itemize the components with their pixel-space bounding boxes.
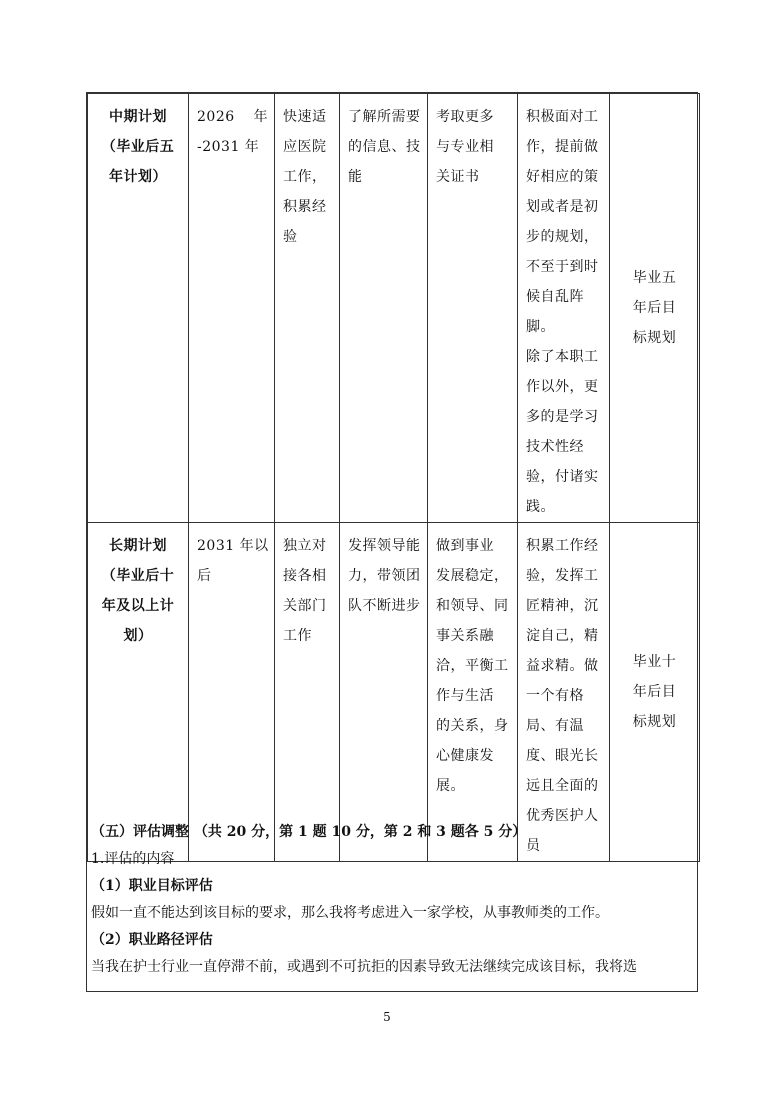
period-line: -2031 年 [197, 139, 260, 155]
cell-line: 工作， [283, 169, 327, 185]
cell-line: 做到事业 [436, 538, 494, 554]
cell-line: 益求精。做 [526, 658, 599, 674]
cell-line: 践。 [526, 499, 555, 515]
period-year: 2026 [197, 109, 235, 125]
cell-line: 积累经 [283, 199, 327, 215]
cell-line: 技术性经 [526, 439, 584, 455]
paragraph: 假如一直不能达到该目标的要求，那么我将考虑进入一家学校，从事教师类的工作。 [91, 905, 609, 921]
cell-line: 除了本职工 [526, 349, 599, 365]
period-line [197, 102, 268, 132]
cell-line: 匠精神，沉 [526, 598, 599, 614]
stage-cell [88, 94, 189, 523]
item-title: 1.评估的内容 [91, 851, 175, 867]
cell-line: 长期计划 [109, 538, 167, 554]
career-plan-table [87, 93, 700, 862]
cell-line: 工作 [283, 628, 312, 644]
cell-line: 与专业相 [436, 139, 494, 155]
cell-line: 发展稳定， [436, 568, 509, 584]
cell-line: 划或者是初 [526, 199, 599, 215]
cell-line: 力，带领团 [348, 568, 421, 584]
cell-line: 洽，平衡工 [436, 658, 509, 674]
cell-line: 年计划） [109, 169, 167, 185]
cell-line: 年后目 [632, 300, 677, 316]
cell-line: 作以外，更 [526, 379, 599, 395]
evaluation-section [87, 819, 697, 981]
cell-line: 不至于到时 [526, 259, 599, 275]
strategy-cell [518, 523, 610, 862]
knowledge-cell [340, 523, 428, 862]
cell-line: 队不断进步 [348, 598, 421, 614]
cell-line: 一个有格 [526, 688, 584, 704]
cell-line: 的信息、技 [348, 139, 421, 155]
cell-line: 验，发挥工 [526, 568, 599, 584]
paragraph: 当我在护士行业一直停滞不前，或遇到不可抗拒的因素导致无法继续完成该目标，我将选 [91, 959, 637, 975]
subsection-title: （1）职业目标评估 [91, 878, 213, 894]
cell-line: 局、有温 [526, 718, 584, 734]
cell-line: 候自乱阵 [526, 289, 584, 305]
cell-line: 应医院 [283, 139, 327, 155]
goal-cell [275, 523, 340, 862]
page-frame [86, 92, 698, 992]
cell-line: 员 [526, 838, 541, 854]
target-cell [610, 94, 700, 523]
cell-line: 考取更多 [436, 109, 494, 125]
cell-line: 积累工作经 [526, 538, 599, 554]
table-row [88, 94, 700, 523]
cell-line: 淀自己，精 [526, 628, 599, 644]
cell-line: 能 [348, 169, 363, 185]
target-cell [610, 523, 700, 862]
cell-line: 划） [123, 628, 153, 644]
cell-line: 毕业十 [632, 654, 677, 670]
cell-line: 年及以上计 [101, 598, 175, 614]
period-unit: 年 [253, 109, 268, 125]
cell-line: 毕业五 [632, 270, 677, 286]
stage-cell [88, 523, 189, 862]
cell-line: 远且全面的 [526, 778, 599, 794]
cell-line: 验，付诸实 [526, 469, 599, 485]
cell-line: 验 [283, 229, 298, 245]
cell-line: 展。 [436, 778, 465, 794]
cell-line: 多的是学习 [526, 409, 599, 425]
page-number: 5 [383, 1010, 391, 1024]
cell-line: 步的规划， [526, 229, 599, 245]
knowledge-cell [340, 94, 428, 523]
measure-cell [428, 94, 518, 523]
cell-line: 发挥领导能 [348, 538, 421, 554]
cell-line: 的关系，身 [436, 718, 509, 734]
cell-line: 快速适 [283, 109, 327, 125]
period-cell [189, 94, 275, 523]
cell-line: 积极面对工 [526, 109, 599, 125]
cell-line: 后 [197, 568, 212, 584]
cell-line: 作，提前做 [526, 139, 599, 155]
cell-line: 优秀医护人 [526, 808, 599, 824]
table-row [88, 523, 700, 862]
cell-line: 独立对 [283, 538, 327, 554]
cell-line: 中期计划 [109, 109, 167, 125]
cell-line: 事关系融 [436, 628, 494, 644]
cell-line: 心健康发 [436, 748, 494, 764]
cell-line: 脚。 [526, 319, 555, 335]
strategy-cell [518, 94, 610, 523]
cell-line: 标规划 [632, 330, 677, 346]
cell-line: 关部门 [283, 598, 327, 614]
subsection-title: （2）职业路径评估 [91, 932, 213, 948]
cell-line: 和领导、同 [436, 598, 509, 614]
cell-line: 好相应的策 [526, 169, 599, 185]
cell-line: 关证书 [436, 169, 480, 185]
cell-line: 年后目 [632, 684, 677, 700]
cell-line: （毕业后五 [101, 139, 175, 155]
section-heading: （五）评估调整 （共 20 分，第 1 题 10 分，第 2 和 3 题各 5 分） [91, 824, 527, 840]
cell-line: 度、眼光长 [526, 748, 599, 764]
cell-line: 接各相 [283, 568, 327, 584]
cell-line: 了解所需要 [348, 109, 421, 125]
measure-cell [428, 523, 518, 862]
cell-line: 标规划 [632, 714, 677, 730]
period-cell [189, 523, 275, 862]
cell-line: 作与生活 [436, 688, 494, 704]
goal-cell [275, 94, 340, 523]
cell-line: 2031 年以 [197, 538, 269, 554]
cell-line: （毕业后十 [101, 568, 175, 584]
